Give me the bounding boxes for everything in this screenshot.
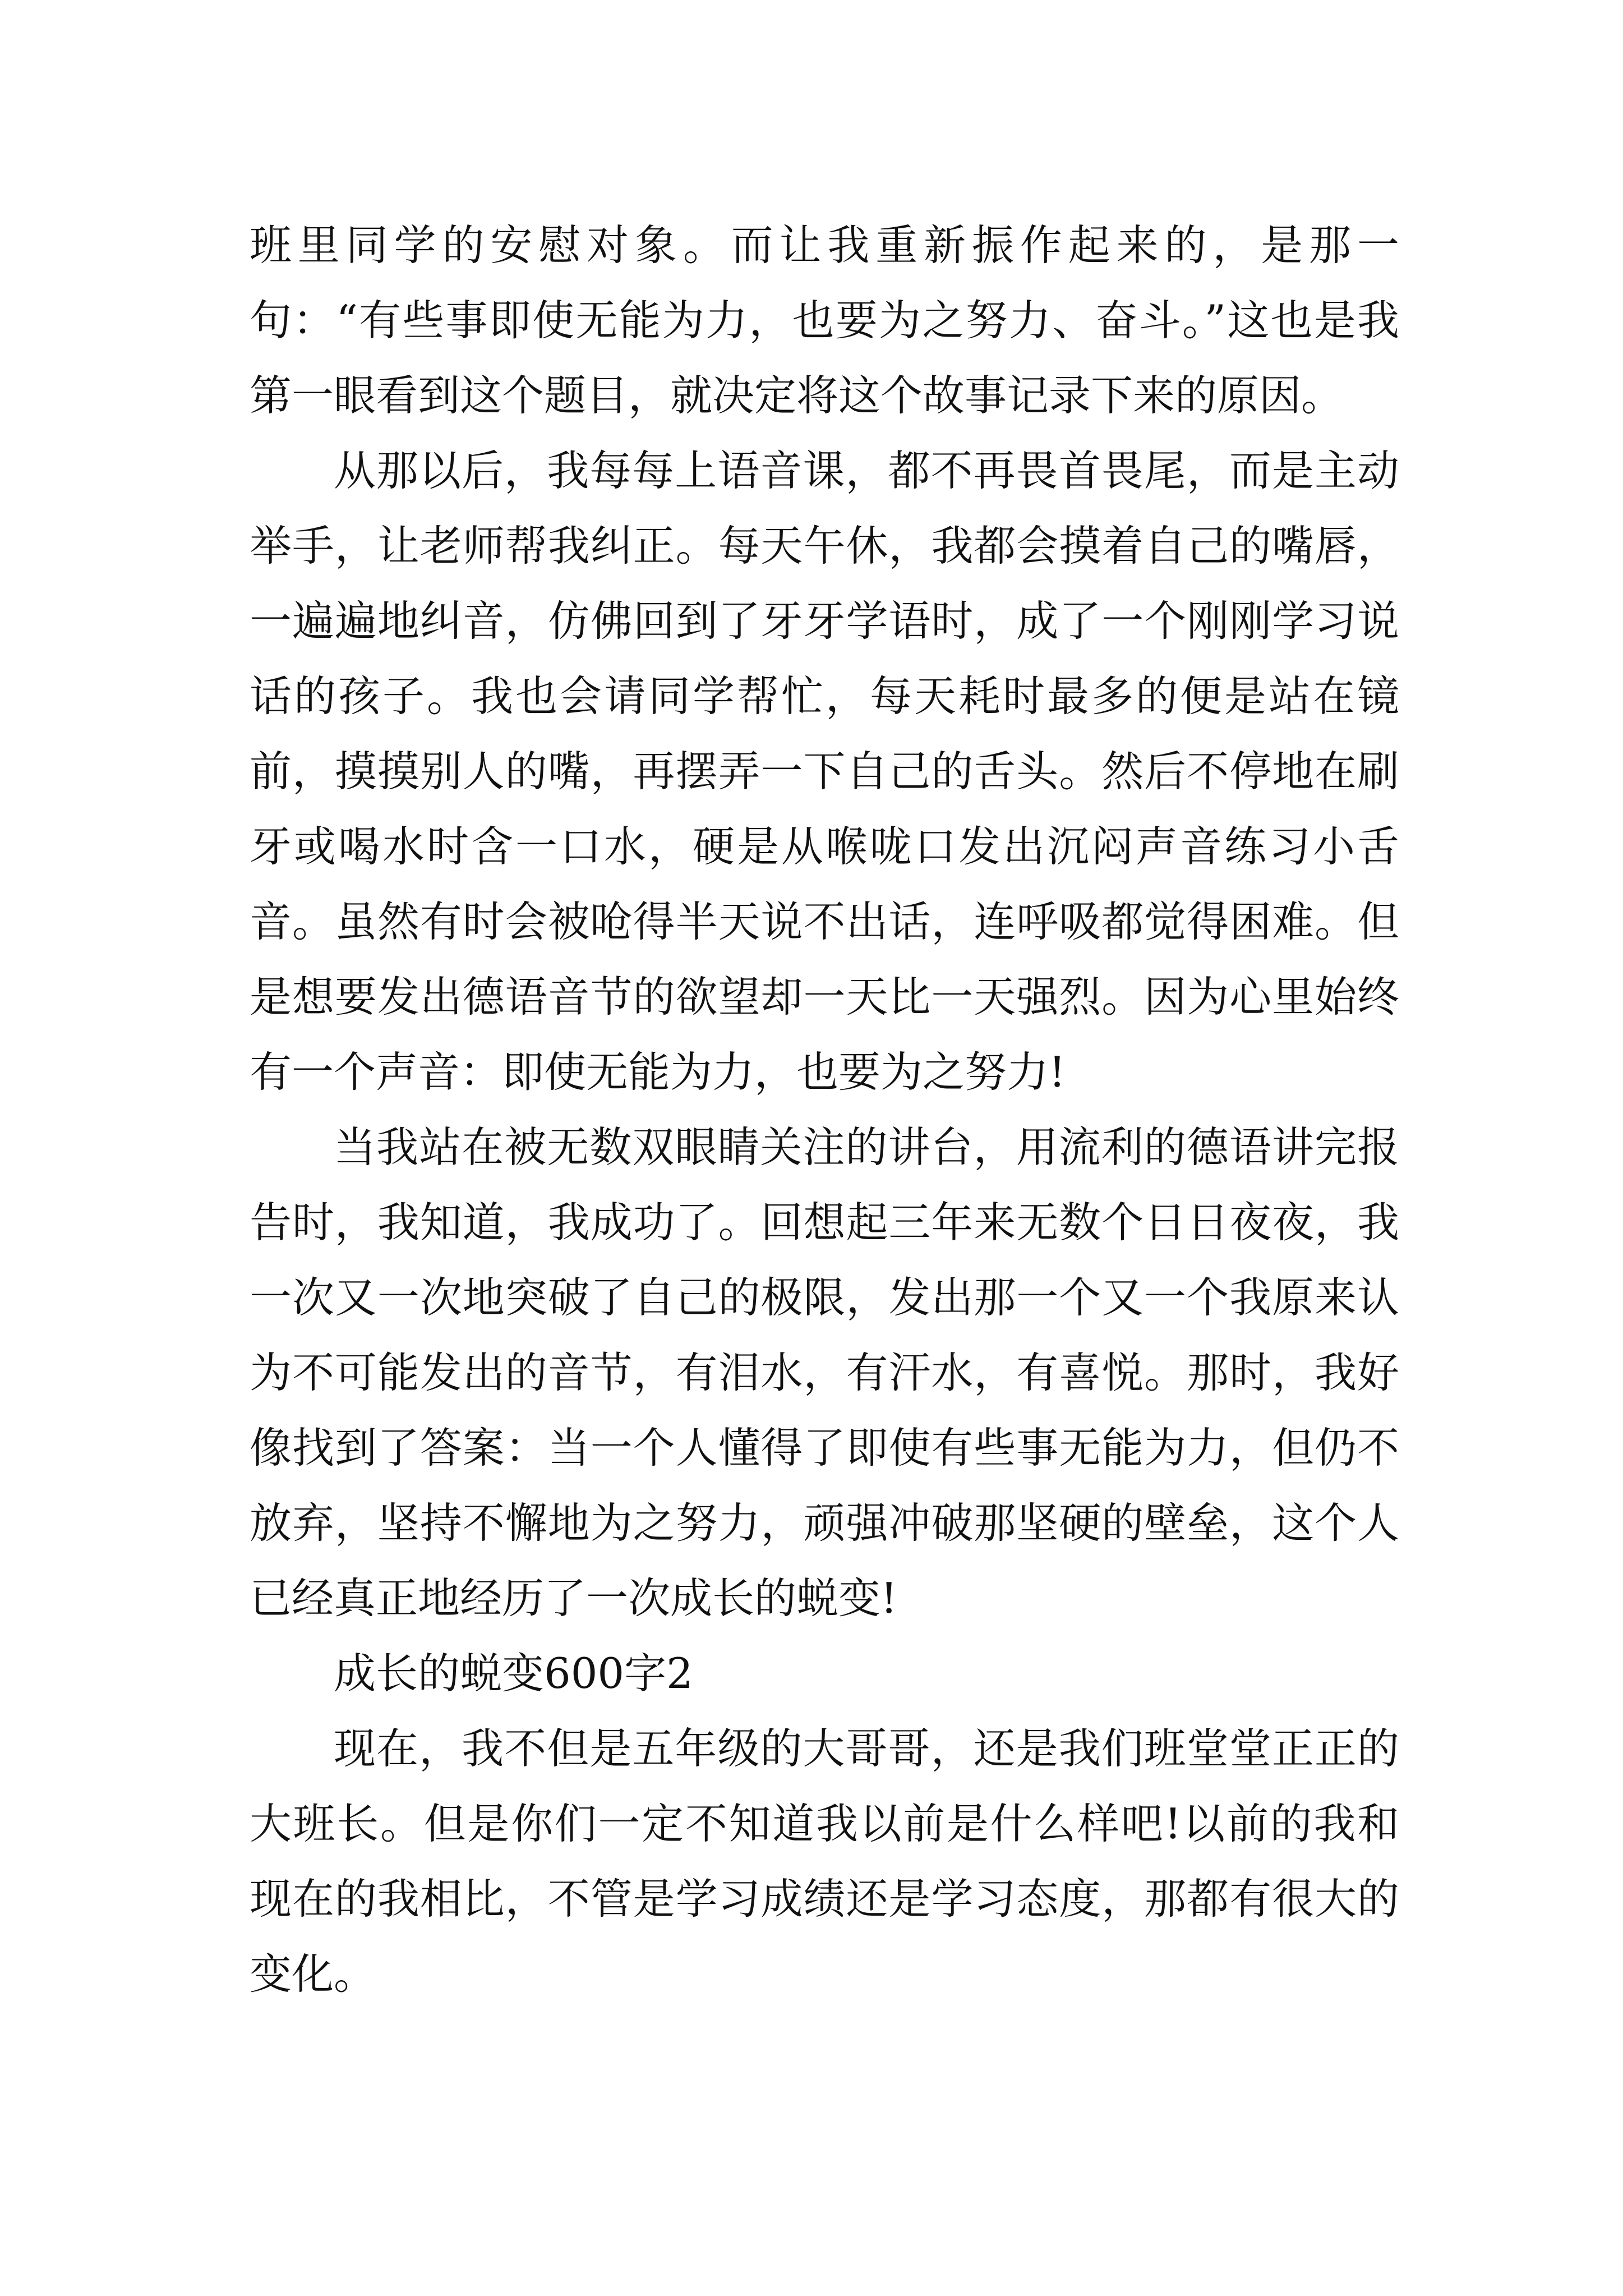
paragraph: 当我站在被无数双眼睛关注的讲台，用流利的德语讲完报告时，我知道，我成功了。回想起三年来无数个日日夜夜，我一次又一次地突破了自己的极限，发出那一个又一个我原来认为不可能发出的音节，有泪水，有汗水，有喜悦。那时，我好像找到了答案：当一个人懂得了即使有些事无能为力，但仍不放弃，坚持不懈地为之努力，顽强冲破那坚硬的壁垒，这个人已经真正地经历了一次成长的蜕变!: [250, 1122, 1399, 1623]
section-heading: 成长的蜕变600字2: [334, 1649, 693, 1698]
document-body: [250, 208, 1399, 2012]
paragraph-continued: 班里同学的安慰对象。而让我重新振作起来的，是那一句：“有些事即使无能为力，也要为之努力、奋斗。”这也是我第一眼看到这个题目，就决定将这个故事记录下来的原因。: [250, 220, 1399, 420]
paragraph: 现在，我不但是五年级的大哥哥，还是我们班堂堂正正的大班长。但是你们一定不知道我以前是什么样吧!以前的我和现在的我相比，不管是学习成绩还是学习态度，那都有很大的变化。: [250, 1724, 1399, 1999]
paragraph: 从那以后，我每每上语音课，都不再畏首畏尾，而是主动举手，让老师帮我纠正。每天午休，我都会摸着自己的嘴唇，一遍遍地纠音，仿佛回到了牙牙学语时，成了一个刚刚学习说话的孩子。我也会请同学帮忙，每天耗时最多的便是站在镜前，摸摸别人的嘴，再摆弄一下自己的舌头。然后不停地在刷牙或喝水时含一口水，硬是从喉咙口发出沉闷声音练习小舌音。虽然有时会被呛得半天说不出话，连呼吸都觉得困难。但是想要发出德语音节的欲望却一天比一天强烈。因为心里始终有一个声音：即使无能为力，也要为之努力!: [250, 446, 1399, 1097]
